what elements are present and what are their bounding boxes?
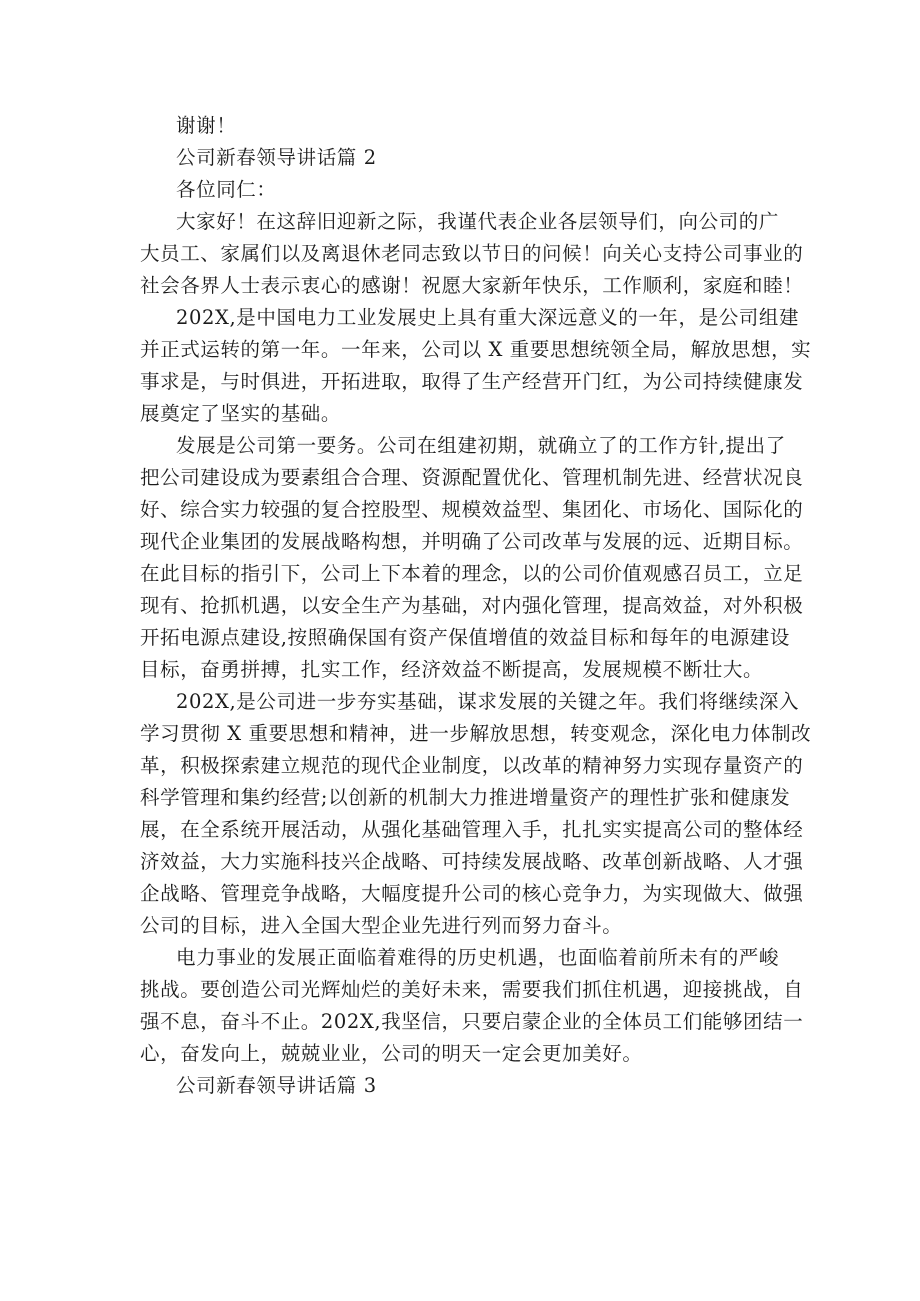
paragraph-line: 事求是，与时俱进，开拓进取，取得了生产经营开门红，为公司持续健康发 xyxy=(140,370,804,393)
paragraph-line: 展，在全系统开展活动，从强化基础管理入手，扎扎实实提高公司的整体经 xyxy=(140,818,804,841)
section-heading-3: 公司新春领导讲话篇 3 xyxy=(176,1074,377,1097)
paragraph-line: 公司的目标，进入全国大型企业先进行列而努力奋斗。 xyxy=(140,914,623,937)
paragraph-line: 并正式运转的第一年。一年来，公司以 X 重要思想统领全局，解放思想，实 xyxy=(140,338,812,361)
paragraph-line: 好、综合实力较强的复合控股型、规模效益型、集团化、市场化、国际化的 xyxy=(140,498,804,521)
paragraph-line: 202X,是中国电力工业发展史上具有重大深远意义的一年，是公司组建 xyxy=(176,306,800,329)
paragraph-line: 济效益，大力实施科技兴企战略、可持续发展战略、改革创新战略、人才强 xyxy=(140,850,804,873)
paragraph-line: 学习贯彻 X 重要思想和精神，进一步解放思想，转变观念，深化电力体制改 xyxy=(140,722,812,745)
paragraph-line: 大员工、家属们以及离退休老同志致以节日的问候！向关心支持公司事业的 xyxy=(140,242,804,265)
paragraph-line: 电力事业的发展正面临着难得的历史机遇，也面临着前所未有的严峻 xyxy=(176,946,780,969)
document-page xyxy=(140,110,812,1102)
paragraph-line: 把公司建设成为要素组合合理、资源配置优化、管理机制先进、经营状况良 xyxy=(140,466,804,489)
paragraph-line: 现有、抢抓机遇，以安全生产为基础，对内强化管理，提高效益，对外积极 xyxy=(140,594,804,617)
paragraph-plan xyxy=(140,686,812,942)
paragraph-line: 大家好！在这辞旧迎新之际，我谨代表企业各层领导们，向公司的广 xyxy=(176,210,780,233)
paragraph-line: 科学管理和集约经营;以创新的机制大力推进增量资产的理性扩张和健康发 xyxy=(140,786,791,809)
paragraph-line: 发展是公司第一要务。公司在组建初期，就确立了的工作方针,提出了 xyxy=(176,434,786,457)
paragraph-greeting xyxy=(140,206,802,302)
paragraph-line: 社会各界人士表示衷心的感谢！祝愿大家新年快乐，工作顺利，家庭和睦！ xyxy=(140,274,804,297)
thanks-line: 谢谢！ xyxy=(176,114,237,137)
paragraph-line: 202X,是公司进一步夯实基础，谋求发展的关键之年。我们将继续深入 xyxy=(176,690,800,713)
paragraph-outlook xyxy=(140,942,802,1070)
paragraph-line: 目标，奋勇拼搏，扎实工作，经济效益不断提高，发展规模不断壮大。 xyxy=(140,658,764,681)
salutation: 各位同仁： xyxy=(176,178,277,201)
paragraph-line: 展奠定了坚实的基础。 xyxy=(140,402,342,425)
section-heading-2: 公司新春领导讲话篇 2 xyxy=(176,146,377,169)
paragraph-line: 开拓电源点建设,按照确保国有资产保值增值的效益目标和每年的电源建设 xyxy=(140,626,790,649)
paragraph-line: 挑战。要创造公司光辉灿烂的美好未来，需要我们抓住机遇，迎接挑战，自 xyxy=(140,978,804,1001)
paragraph-line: 在此目标的指引下，公司上下本着的理念，以的公司价值观感召员工，立足 xyxy=(140,562,804,585)
paragraph-line: 革，积极探索建立规范的现代企业制度，以改革的精神努力实现存量资产的 xyxy=(140,754,804,777)
paragraph-line: 心，奋发向上，兢兢业业，公司的明天一定会更加美好。 xyxy=(140,1042,643,1065)
paragraph-line: 现代企业集团的发展战略构想，并明确了公司改革与发展的远、近期目标。 xyxy=(140,530,804,553)
paragraph-line: 企战略、管理竞争战略，大幅度提升公司的核心竞争力，为实现做大、做强 xyxy=(140,882,804,905)
paragraph-line: 强不息，奋斗不止。202X,我坚信，只要启蒙企业的全体员工们能够团结一 xyxy=(140,1010,804,1033)
paragraph-review xyxy=(140,302,812,430)
paragraph-development xyxy=(140,430,802,686)
